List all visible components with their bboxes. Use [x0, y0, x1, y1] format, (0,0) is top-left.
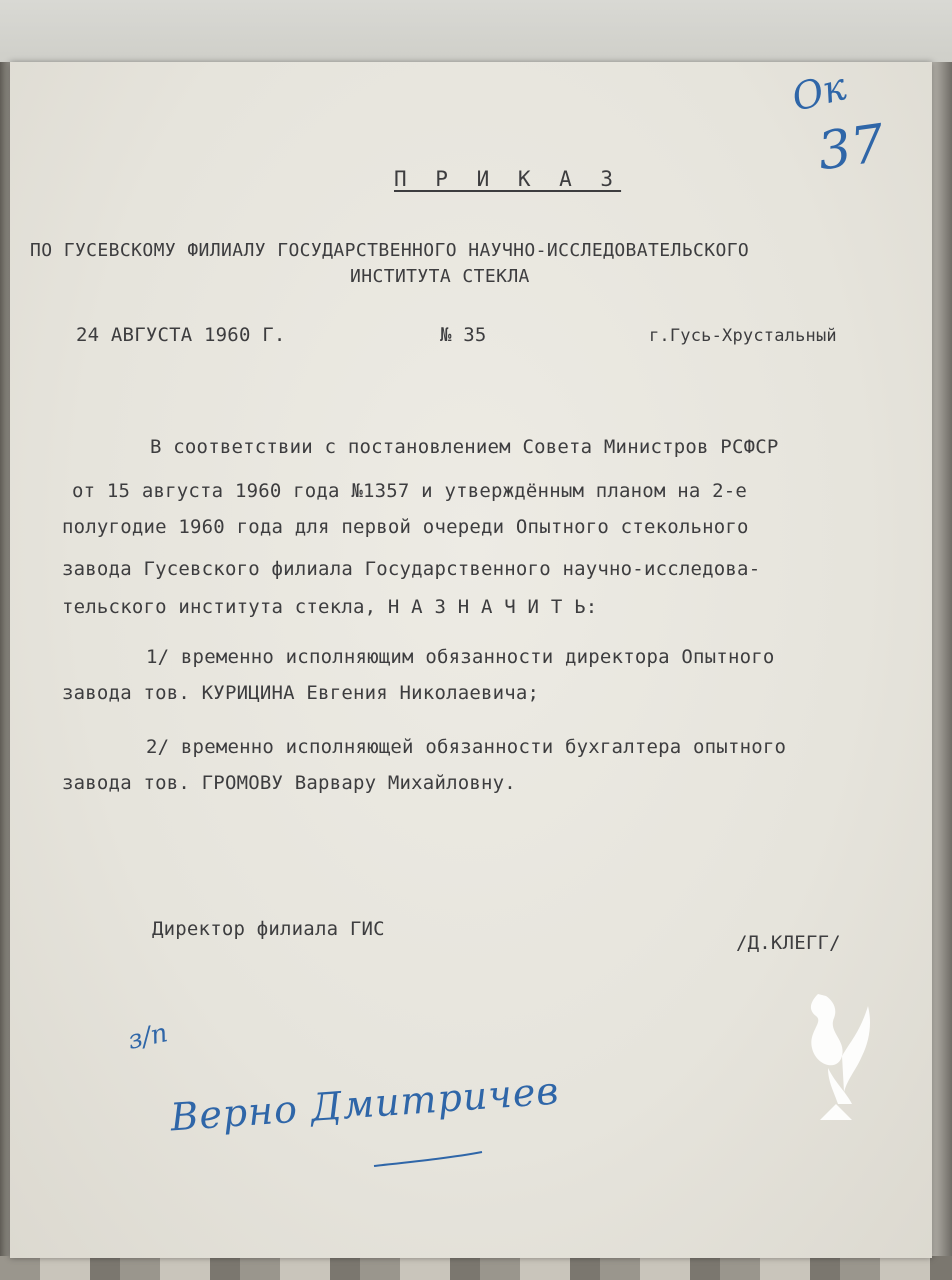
watermark-logo-icon	[798, 992, 878, 1122]
handwritten-signature: Верно Дмитричев	[168, 1068, 561, 1140]
signer-name: /Д.КЛЕГГ/	[736, 932, 841, 954]
body-line: В соответствии с постановлением Совета Министров РСФСР	[150, 436, 779, 458]
body-line: от 15 августа 1960 года №1357 и утверждённым планом на 2-е	[72, 480, 748, 502]
order-place: г.Гусь-Хрустальный	[649, 326, 837, 346]
item-2-line: 2/ временно исполняющей обязанности бухгалтера опытного	[146, 736, 787, 758]
document-page	[10, 62, 932, 1258]
signer-title: Директор филиала ГИС	[152, 918, 385, 940]
background-bottom	[0, 1256, 952, 1280]
item-2-line: завода тов. ГРОМОВУ Варвару Михайловну.	[62, 772, 516, 794]
heading-line-1: ПО ГУСЕВСКОМУ ФИЛИАЛУ ГОСУДАРСТВЕННОГО НАУЧНО-ИССЛЕДОВАТЕЛЬСКОГО	[30, 240, 750, 261]
marginal-note: з/п	[125, 1018, 171, 1056]
item-1-line: 1/ временно исполняющим обязанности директора Опытного	[146, 646, 775, 668]
item-1-line: завода тов. КУРИЦИНА Евгения Николаевича;	[62, 682, 540, 704]
corner-note-number: 37	[814, 113, 889, 183]
body-line: полугодие 1960 года для первой очереди Опытного стекольного	[62, 516, 749, 538]
signature-underline	[370, 1122, 490, 1172]
order-number: № 35	[440, 324, 487, 346]
heading-line-2: ИНСТИТУТА СТЕКЛА	[350, 266, 530, 287]
page-title: П Р И К А З	[394, 167, 622, 191]
body-line: завода Гусевского филиала Государственного научно-исследова-	[62, 558, 761, 580]
body-line: тельского института стекла, Н А З Н А Ч И Т Ь:	[62, 596, 598, 618]
order-date: 24 АВГУСТА 1960 Г.	[76, 324, 286, 346]
background-top	[0, 0, 952, 62]
corner-note-ok: Ок	[787, 64, 851, 120]
